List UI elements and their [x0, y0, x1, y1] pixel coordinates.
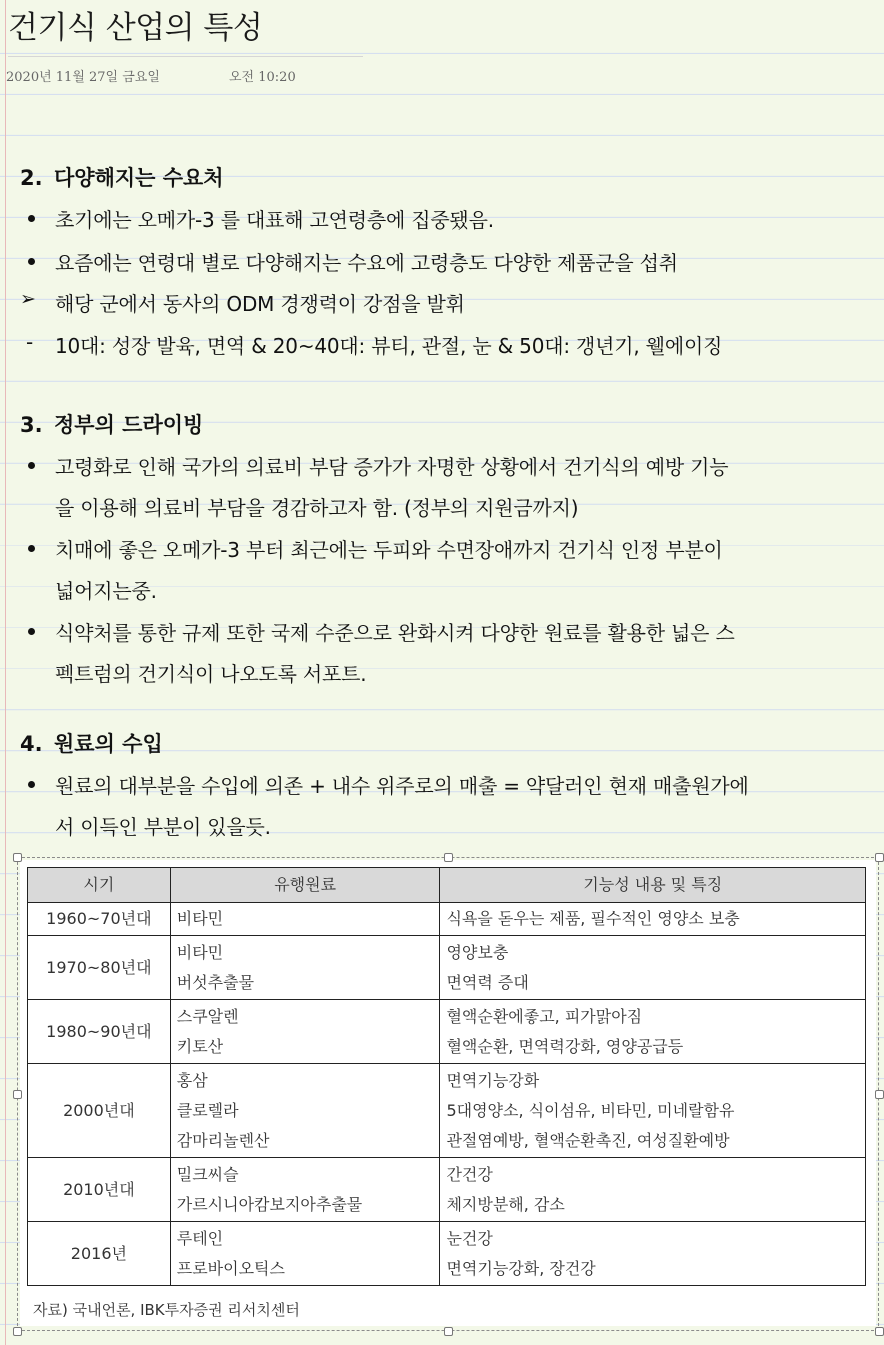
bullet-icon: [28, 258, 35, 265]
note-line: 치매에 좋은 오메가-3 부터 최근에는 두피와 수면장애까지 건기식 인정 부분이: [55, 538, 723, 562]
table-row: [28, 936, 866, 1000]
resize-handle-top-left[interactable]: [13, 853, 22, 862]
section-title: 정부의 드라이빙: [54, 413, 204, 437]
table-row: [28, 1000, 866, 1064]
resize-handle-bottom-left[interactable]: [13, 1327, 22, 1336]
function-item: 영양보충: [446, 942, 509, 962]
resize-handle-bottom[interactable]: [444, 1327, 453, 1336]
page-title[interactable]: 건기식 산업의 특성: [8, 10, 263, 46]
resize-handle-top-right[interactable]: [875, 853, 884, 862]
table-header-row: [28, 868, 866, 903]
functions-cell: [440, 1158, 866, 1222]
function-item: 식욕을 돋우는 제품, 필수적인 영양소 보충: [446, 909, 740, 928]
material-item: 루테인: [176, 1228, 224, 1248]
period-cell: 1970~80년대: [28, 936, 171, 1000]
note-line: 서 이득인 부분이 있을듯.: [55, 815, 271, 839]
bullet-icon: [28, 545, 35, 552]
column-header-materials: 유행원료: [170, 868, 440, 903]
note-line: 원료의 대부분을 수입에 의존 + 내수 위주로의 매출 = 약달러인 현재 매출원가에: [55, 774, 749, 798]
material-item: 밀크씨슬: [176, 1164, 239, 1184]
table-row: [28, 1222, 866, 1286]
material-item: 키토산: [176, 1036, 224, 1056]
material-item: 버섯추출물: [176, 972, 255, 992]
resize-handle-left[interactable]: [13, 1090, 22, 1099]
material-item: 프로바이오틱스: [176, 1258, 285, 1278]
functions-cell: [440, 1222, 866, 1286]
functions-cell: [440, 1000, 866, 1064]
function-item: 면역기능강화, 장건강: [446, 1258, 596, 1278]
function-item: 면역기능강화: [446, 1070, 540, 1090]
resize-handle-top[interactable]: [444, 853, 453, 862]
table-row: [28, 903, 866, 936]
notebook-margin-line: [5, 0, 6, 1345]
note-line: 펙트럼의 건기식이 나오도록 서포트.: [55, 662, 367, 686]
function-item: 관절염예방, 혈액순환촉진, 여성질환예방: [446, 1130, 730, 1150]
column-header-period: 시기: [28, 868, 171, 903]
note-line: 식약처를 통한 규제 또한 국제 수준으로 완화시켜 다양한 원료를 활용한 넓은 스: [55, 621, 735, 645]
period-cell: 2016년: [28, 1222, 171, 1286]
section-number: 3.: [20, 413, 43, 437]
period-cell: 2000년대: [28, 1064, 171, 1158]
materials-cell: [170, 1000, 440, 1064]
section-title: 다양해지는 수요처: [54, 166, 224, 190]
note-line: 넓어지는중.: [55, 579, 157, 603]
function-item: 5대영양소, 식이섬유, 비타민, 미네랄함유: [446, 1100, 735, 1120]
bullet-icon: [28, 628, 35, 635]
materials-cell: [170, 1064, 440, 1158]
materials-cell: [170, 1222, 440, 1286]
section-heading-demand: [20, 162, 224, 192]
bullet-icon: [28, 781, 35, 788]
bullet-icon: [28, 462, 35, 469]
page-date: 2020년 11월 27일 금요일: [6, 70, 160, 85]
note-line: 10대: 성장 발육, 면역 & 20~40대: 뷰티, 관절, 눈 & 50대: 갱년기, 웰에이징: [55, 334, 723, 358]
note-line: 을 이용해 의료비 부담을 경감하고자 함. (정부의 지원금까지): [55, 496, 579, 520]
material-item: 스쿠알렌: [176, 1006, 239, 1026]
material-item: 클로렐라: [176, 1100, 239, 1120]
material-item: 감마리놀렌산: [176, 1130, 270, 1150]
functions-cell: [440, 903, 866, 936]
function-item: 혈액순환에좋고, 피가맑아짐: [446, 1006, 643, 1026]
material-item: 비타민: [176, 942, 224, 962]
note-line: 해당 군에서 동사의 ODM 경쟁력이 강점을 발휘: [55, 292, 465, 316]
page-time: 오전 10:20: [229, 70, 296, 85]
materials-cell: [170, 903, 440, 936]
function-item: 혈액순환, 면역력강화, 영양공급등: [446, 1036, 684, 1056]
material-item: 홍삼: [176, 1070, 208, 1090]
function-item: 체지방분해, 감소: [446, 1194, 565, 1214]
function-item: 면역력 증대: [446, 972, 529, 992]
section-heading-government: [20, 409, 203, 439]
title-divider: [8, 56, 363, 57]
arrow-bullet-icon: ➢: [20, 288, 36, 310]
functions-cell: [440, 1064, 866, 1158]
table-row: [28, 1064, 866, 1158]
section-title: 원료의 수입: [54, 732, 163, 756]
resize-handle-right[interactable]: [875, 1090, 884, 1099]
section-number: 4.: [20, 732, 43, 756]
section-heading-imports: [20, 728, 163, 758]
note-line: 고령화로 인해 국가의 의료비 부담 증가가 자명한 상황에서 건기식의 예방 기능: [55, 455, 729, 479]
period-cell: 2010년대: [28, 1158, 171, 1222]
table-row: [28, 1158, 866, 1222]
table-source-note: 자료) 국내언론, IBK투자증권 리서치센터: [33, 1301, 300, 1319]
material-item: 비타민: [176, 909, 224, 928]
material-item: 가르시니아캄보지아추출물: [176, 1194, 363, 1214]
column-header-functions: 기능성 내용 및 특징: [440, 868, 866, 903]
function-item: 눈건강: [446, 1228, 493, 1248]
note-line: 요즘에는 연령대 별로 다양해지는 수요에 고령층도 다양한 제품군을 섭취: [55, 251, 678, 275]
section-number: 2.: [20, 166, 43, 190]
period-cell: 1980~90년대: [28, 1000, 171, 1064]
functions-cell: [440, 936, 866, 1000]
resize-handle-bottom-right[interactable]: [875, 1327, 884, 1336]
materials-cell: [170, 936, 440, 1000]
materials-cell: [170, 1158, 440, 1222]
note-line: 초기에는 오메가-3 를 대표해 고연령층에 집중됐음.: [55, 208, 494, 232]
dash-bullet-icon: -: [26, 330, 34, 354]
function-item: 간건강: [446, 1164, 493, 1184]
ingredient-trend-table: [27, 867, 866, 1286]
bullet-icon: [28, 215, 35, 222]
period-cell: 1960~70년대: [28, 903, 171, 936]
